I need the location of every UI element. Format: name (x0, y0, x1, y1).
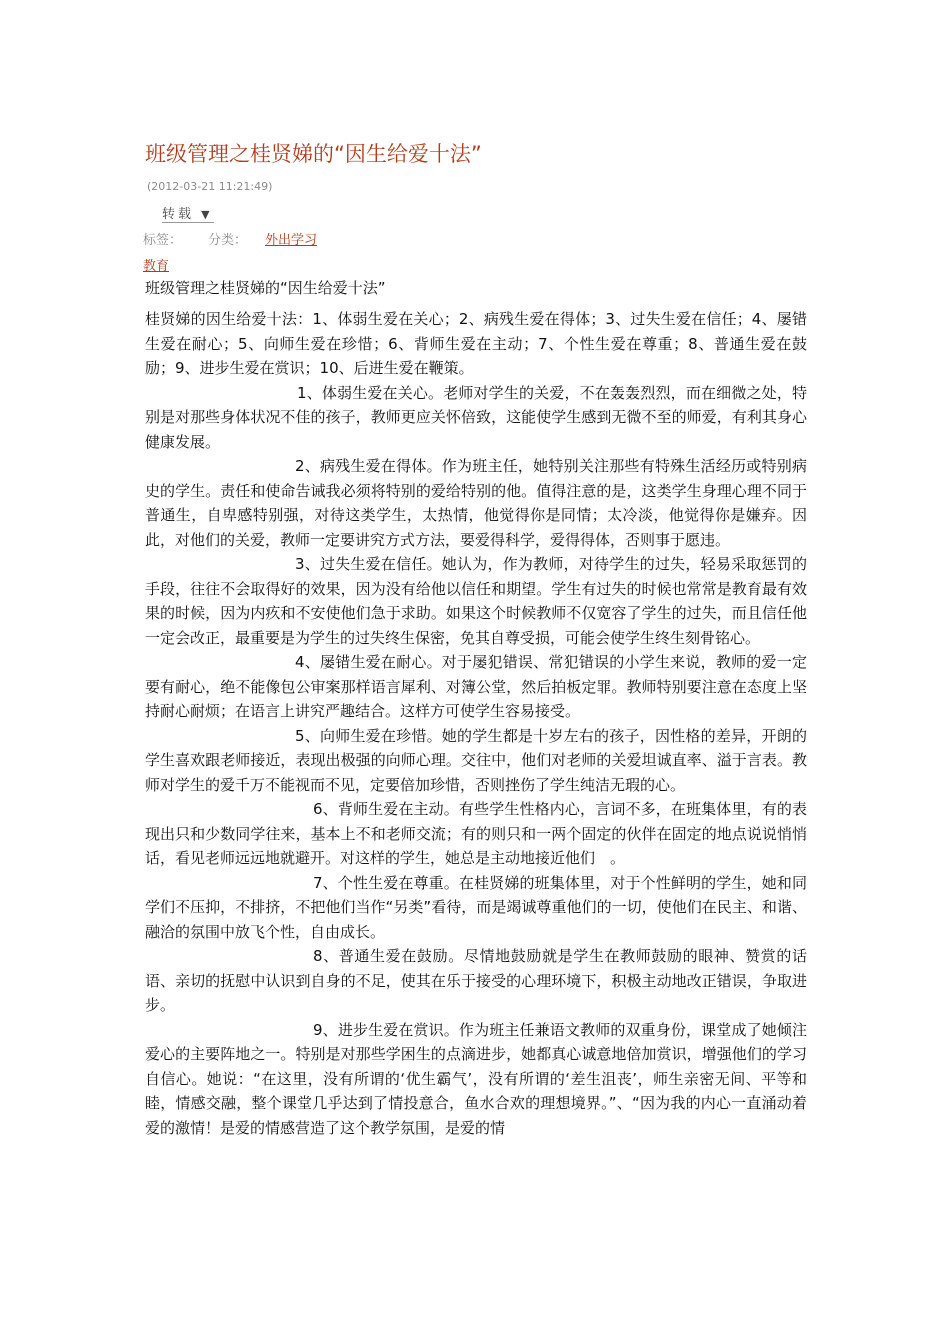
paragraph-5: 5、向师生爱在珍惜。她的学生都是十岁左右的孩子，因性格的差异，开朗的学生喜欢跟老师接近，表现出极强的向师心理。交往中，他们对老师的关爱坦诚直率、溢于言表。教师对学生的爱千万不能视而不见，定要倍加珍惜，否则挫伤了学生纯洁无瑕的心。 (145, 726, 807, 794)
tag-link[interactable]: 教育 (143, 259, 170, 274)
paragraph-4: 4、屡错生爱在耐心。对于屡犯错误、常犯错误的小学生来说，教师的爱一定要有耐心，绝不能像包公审案那样语言犀利、对簿公堂，然后拍板定罪。教师特别要注意在态度上坚持耐心耐烦；在语言上讲究严趣结合。这样方可使学生容易接受。 (145, 653, 807, 720)
paragraph-intro: 桂贤娣的因生给爱十法：1、体弱生爱在关心；2、病残生爱在得体；3、过失生爱在信任；4、屡错生爱在耐心；5、向师生爱在珍惜；6、背师生爱在主动；7、个性生爱在尊重；8、普通生爱在鼓励；9、进步生爱在赏识；10、后进生爱在鞭策。 (145, 310, 807, 377)
paragraph-8: 8、普通生爱在鼓励。尽情地鼓励就是学生在教师鼓励的眼神、赞赏的话语、亲切的抚慰中认识到自身的不足，使其在乐于接受的心理环境下，积极主动地改正错误，争取进步。 (145, 947, 807, 1014)
article-body (145, 307, 807, 1140)
repost-button[interactable] (162, 203, 214, 223)
repost-label: 转载 (162, 207, 195, 222)
category-label: 分类： (208, 233, 248, 248)
paragraph-3: 3、过失生爱在信任。她认为，作为教师，对待学生的过失，轻易采取惩罚的手段，往往不会取得好的效果，因为没有给他以信任和期望。学生有过失的时候也常常是教育最有效果的时候，因为内疚和不安使他们急于求助。如果这个时候教师不仅宽容了学生的过失，而且信任他一定会改正，最重要是为学生的过失终生保密，免其自尊受损，可能会使学生终生刻骨铭心。 (145, 555, 807, 647)
paragraph-1: 1、体弱生爱在关心。老师对学生的关爱，不在轰轰烈烈，而在细微之处，特别是对那些身体状况不佳的孩子，教师更应关怀倍致，这能使学生感到无微不至的师爱，有利其身心健康发展。 (145, 383, 807, 451)
paragraph-9: 9、进步生爱在赏识。作为班主任兼语文教师的双重身份，课堂成了她倾注爱心的主要阵地之一。特别是对那些学困生的点滴进步，她都真心诚意地倍加赏识，增强他们的学习自信心。她说：“在这里，没有所谓的‘优生霸气’，没有所谓的‘差生沮丧’，师生亲密无间、平等和睦，情感交融，整个课堂几乎达到了情投意合，鱼水合欢的理想境界。”、“因为我的内心一直涌动着爱的激情！是爱的情感营造了这个教学氛围，是爱的情 (145, 1020, 807, 1137)
tags-label: 标签： (143, 233, 183, 248)
category-link[interactable]: 外出学习 (265, 233, 318, 248)
article-title: 班级管理之桂贤娣的“因生给爱十法” (145, 142, 482, 166)
article-subtitle: 班级管理之桂贤娣的“因生给爱十法” (145, 279, 386, 297)
dropdown-arrow-icon: ▼ (201, 208, 210, 221)
article-date: (2012-03-21 11:21:49) (147, 180, 273, 193)
paragraph-2: 2、病残生爱在得体。作为班主任，她特别关注那些有特殊生活经历或特别病史的学生。责任和使命告诫我必须将特别的爱给特别的他。值得注意的是，这类学生身理心理不同于普通生，自卑感特别强，对待这类学生，太热情，他觉得你是同情；太冷淡，他觉得你是嫌弃。因此，对他们的关爱，教师一定要讲究方式方法，要爱得科学，爱得得体，否则事于愿违。 (145, 457, 807, 549)
paragraph-7: 7、个性生爱在尊重。在桂贤娣的班集体里，对于个性鲜明的学生，她和同学们不压抑，不排挤，不把他们当作“另类”看待，而是竭诚尊重他们的一切，使他们在民主、和谐、融洽的氛围中放飞个性，自由成长。 (145, 873, 807, 941)
paragraph-6: 6、背师生爱在主动。有些学生性格内心，言词不多，在班集体里，有的表现出只和少数同学往来，基本上不和老师交流；有的则只和一两个固定的伙伴在固定的地点说说悄悄话，看见老师远远地就避开。对这样的学生，她总是主动地接近他们 。 (145, 800, 807, 867)
